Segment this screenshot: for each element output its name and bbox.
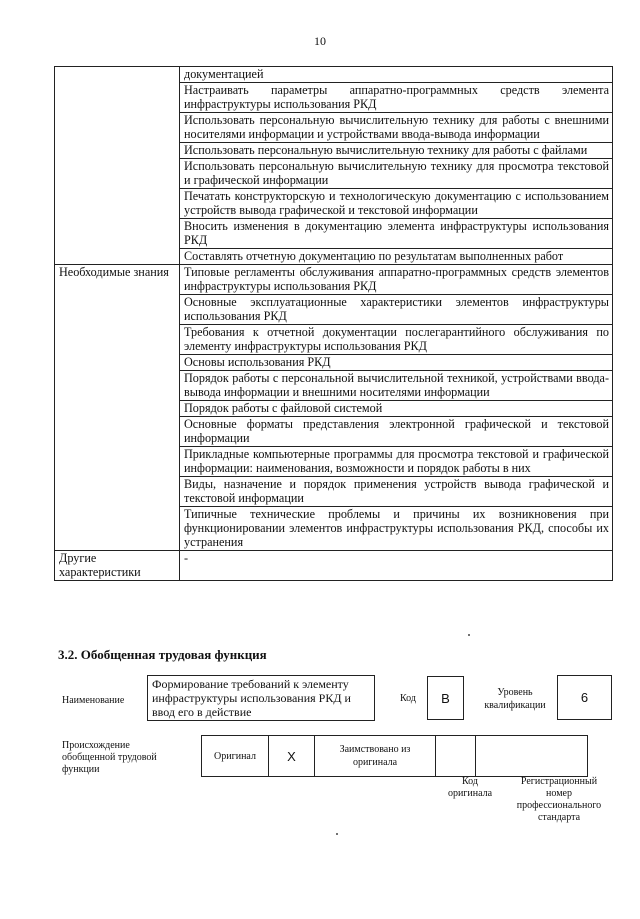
borrowed-label: Заимствовано из оригинала [339,744,411,768]
other-row [55,551,613,581]
knowledge-label-cell: Необходимые знания [55,265,180,551]
origin-code-label-text: Код оригинала [447,776,493,799]
knowledge-item: Типичные технические проблемы и причины их возникновения при функционировании элементов инфраструктуры использования РКД, способы их устранения [180,507,613,551]
knowledge-item: Основы использования РКД [180,355,613,371]
section-title: 3.2. Обобщенная трудовая функция [58,647,267,662]
skills-row [55,67,613,83]
knowledge-item: Виды, назначение и порядок применения устройств вывода графической и текстовой информации [180,477,613,507]
code-value-box: B [427,676,464,720]
skills-item: Настраивать параметры аппаратно-программных средств элемента инфраструктуры использования РКД [180,83,613,113]
knowledge-item: Типовые регламенты обслуживания аппаратно-программных средств элементов инфраструктуры использования РКД [180,265,613,295]
skills-item: Использовать персональную вычислительную технику для работы с файлами [180,143,613,159]
knowledge-item: Порядок работы с файловой системой [180,401,613,417]
knowledge-item: Порядок работы с персональной вычислительной техникой, устройствами ввода-вывода информации и внешними носителями информации [180,371,613,401]
borrowed-label-cell [315,736,436,777]
qualification-level-label: Уровень квалификации [484,687,546,711]
reg-number-label-text: Регистрационный номер профессионального стандарта [516,776,602,823]
competency-table [54,66,613,581]
reg-number-label [505,776,613,824]
knowledge-item: Требования к отчетной документации послегарантийного обслуживания по элементу инфраструктуры использования РКД [180,325,613,355]
origin-table [201,735,588,777]
skills-item: Вносить изменения в документацию элемента инфраструктуры использования РКД [180,219,613,249]
skills-item: Составлять отчетную документацию по результатам выполненных работ [180,249,613,265]
scan-speck [336,833,338,835]
origin-code-label [440,776,500,800]
other-value-cell: - [180,551,613,581]
original-mark-cell: X [269,736,315,777]
skills-item: Использовать персональную вычислительную технику для просмотра текстовой и графической информации [180,159,613,189]
name-value-box: Формирование требований к элементу инфраструктуры использования РКД и ввод его в действие [147,675,375,721]
reg-number-cell [476,736,588,777]
competency-table-body [55,67,613,581]
knowledge-item: Основные форматы представления электронной графической и текстовой информации [180,417,613,447]
code-label: Код [400,693,416,704]
scan-speck [468,634,470,636]
qualification-level-box: 6 [557,675,612,720]
original-label-cell: Оригинал [202,736,269,777]
skills-label-cell [55,67,180,265]
origin-code-cell [436,736,476,777]
knowledge-row [55,265,613,295]
name-label: Наименование [62,695,125,706]
page-number: 10 [314,34,326,48]
knowledge-item: Прикладные компьютерные программы для просмотра текстовой и графической информации: наименования, возможности и порядок работы в них [180,447,613,477]
origin-label [62,740,174,776]
skills-item: документацией [180,67,613,83]
other-label-cell: Другие характеристики [55,551,180,581]
knowledge-item: Основные эксплуатационные характеристики элементов инфраструктуры использования РКД [180,295,613,325]
skills-item: Печатать конструкторскую и технологическую документацию с использованием устройств вывода графической и текстовой информации [180,189,613,219]
skills-item: Использовать персональную вычислительную технику для работы с внешними носителями информации и устройствами ввода-вывода информации [180,113,613,143]
origin-label-text: Происхождение обобщенной трудовой функции [62,740,157,775]
